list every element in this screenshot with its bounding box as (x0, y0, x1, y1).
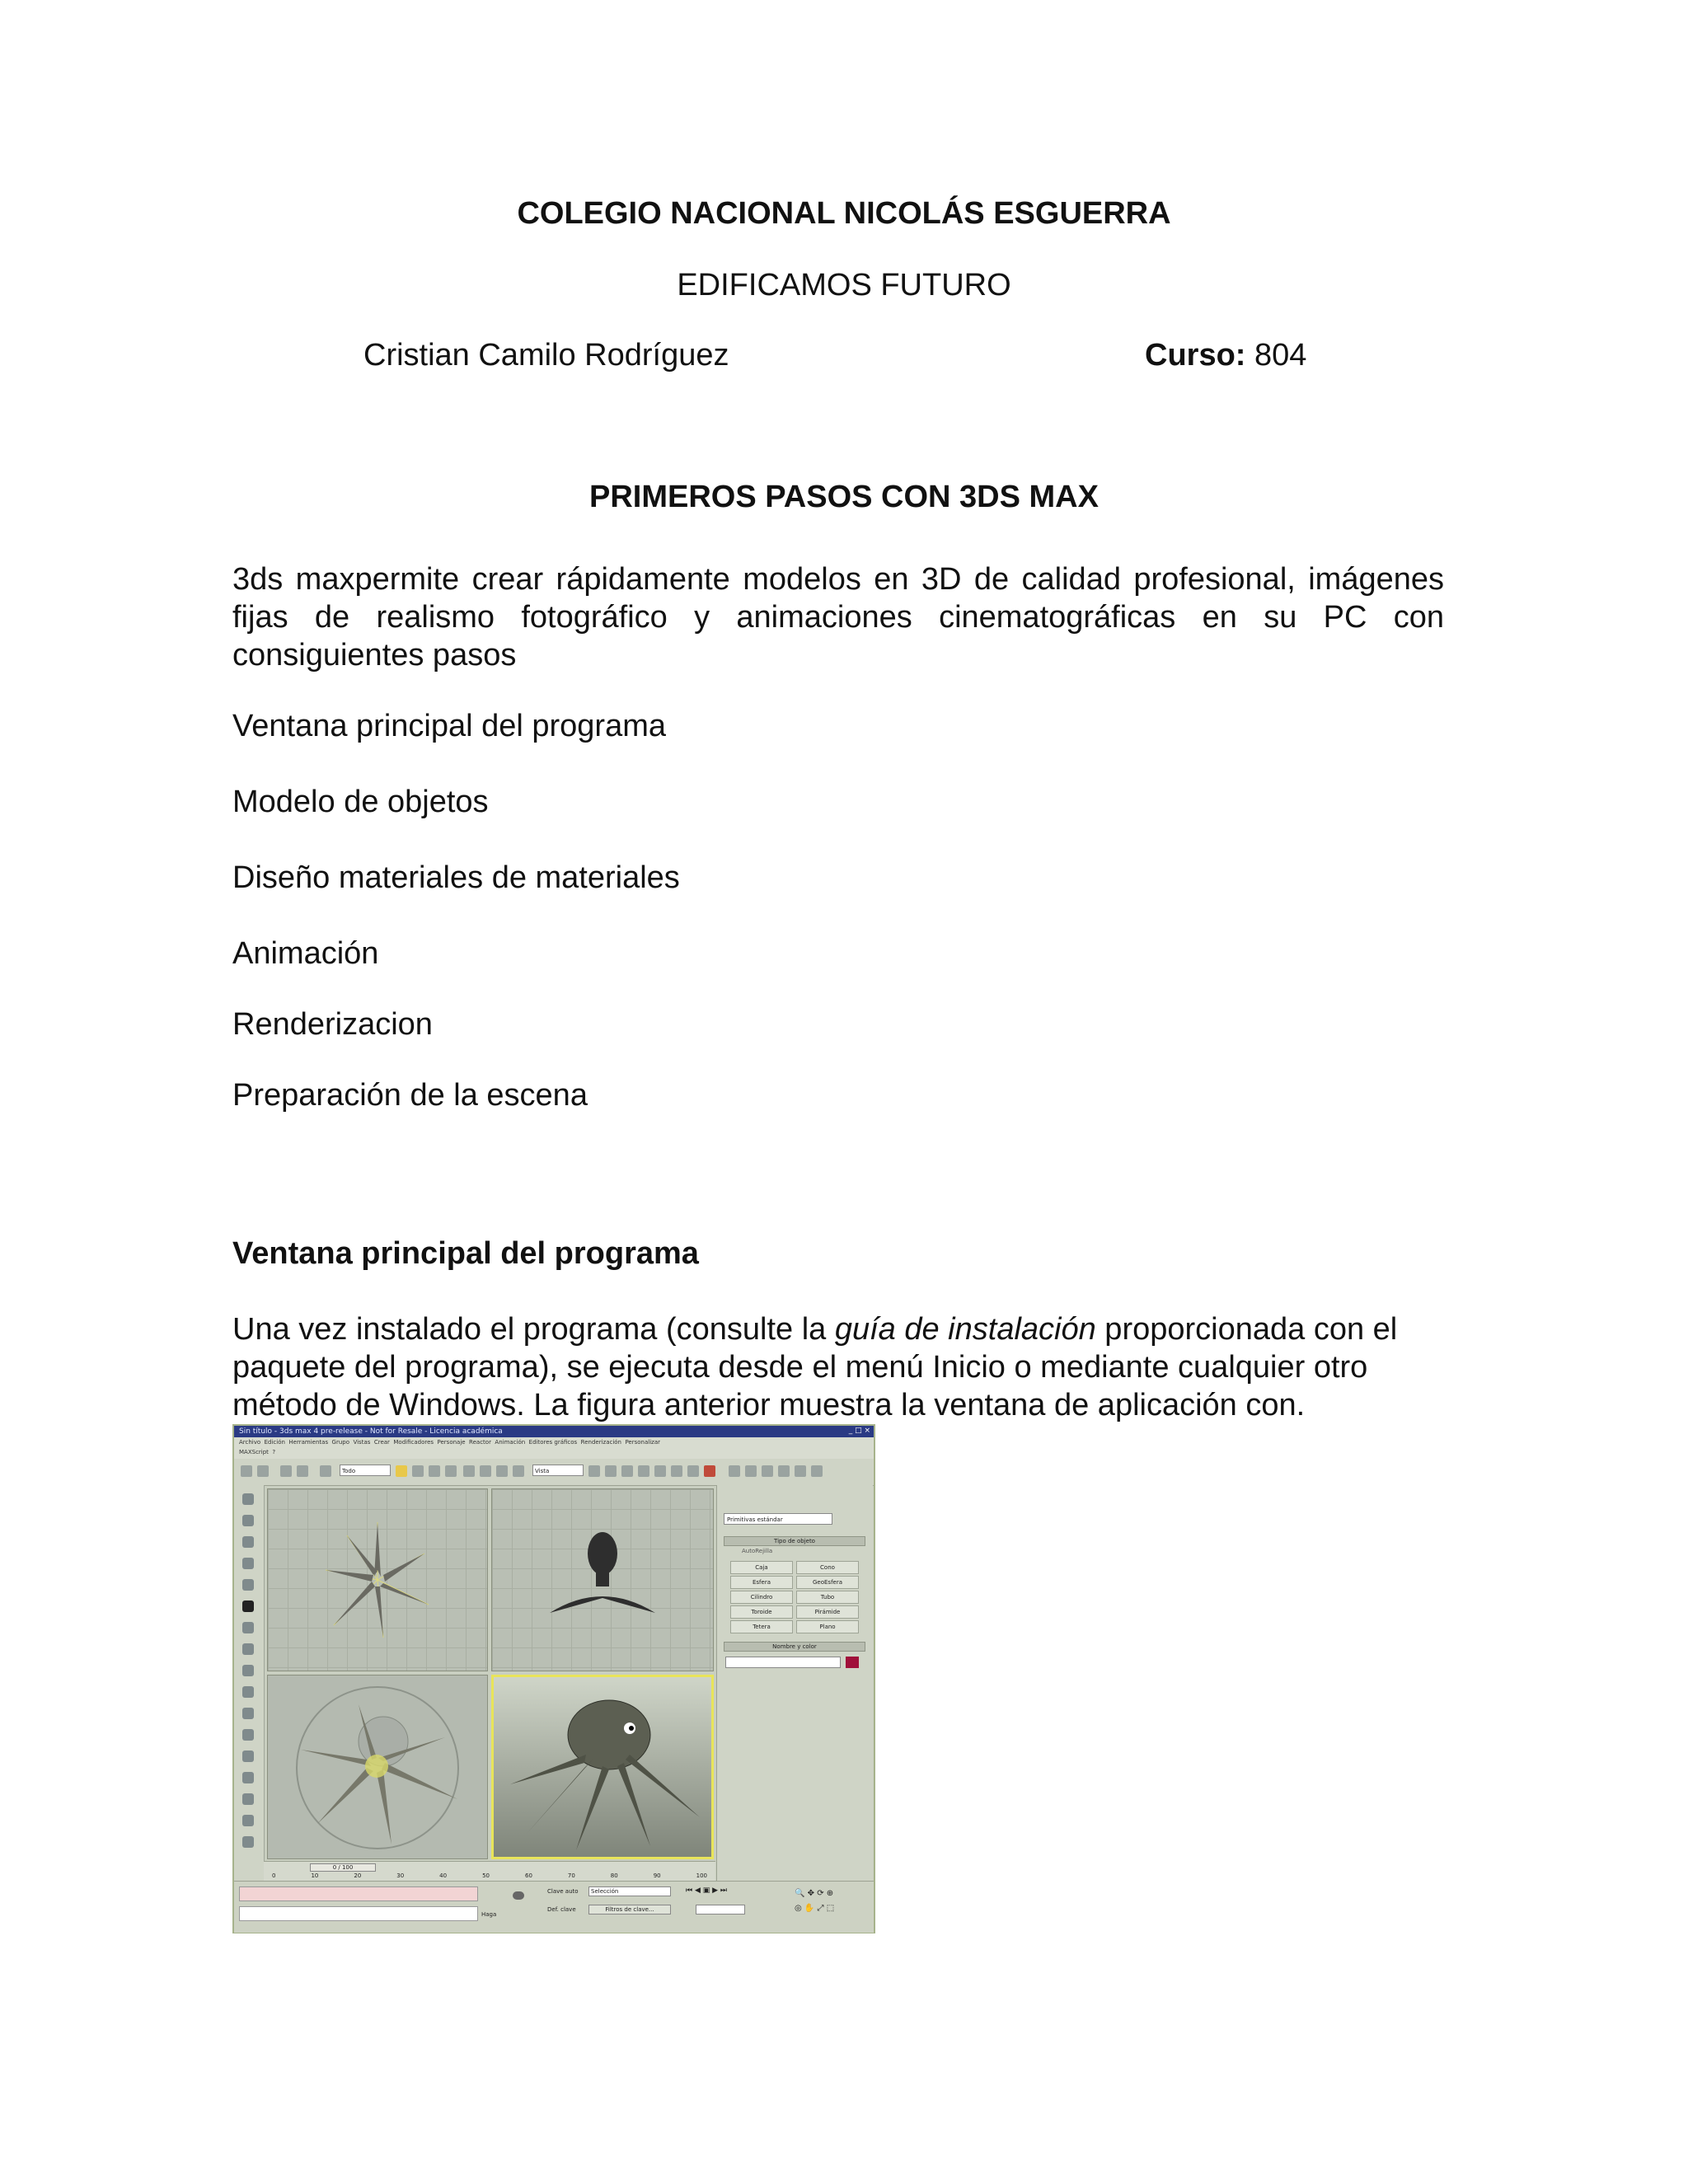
link-icon (280, 1465, 292, 1477)
tab-panel-icon (242, 1772, 254, 1783)
motion-tab-icon (778, 1465, 790, 1477)
head-front-view (492, 1489, 713, 1671)
menu-item: Archivo (239, 1439, 261, 1446)
select-icon (396, 1465, 407, 1477)
tick-label: 70 (567, 1872, 575, 1879)
starfish-top-view (268, 1489, 487, 1671)
menu-bar (234, 1437, 874, 1459)
menu-item: Reactor (469, 1439, 491, 1446)
object-name-field (725, 1657, 841, 1668)
object-button: Cilindro (730, 1591, 793, 1604)
tick-label: 60 (524, 1872, 532, 1879)
tab-panel-icon (242, 1493, 254, 1505)
menu-item: Renderización (580, 1439, 621, 1446)
rect-region-icon (429, 1465, 440, 1477)
primitives-dropdown: Primitivas estándar (724, 1513, 832, 1525)
tick-label: 90 (653, 1872, 661, 1879)
hierarchy-tab-icon (762, 1465, 773, 1477)
menu-item: Grupo (331, 1439, 350, 1446)
step-item: Animación (232, 936, 379, 971)
school-motto: EDIFICAMOS FUTURO (677, 268, 1011, 302)
schematic-icon (638, 1465, 649, 1477)
window-controls: _ □ × (848, 1427, 870, 1435)
menu-item: Editores gráficos (528, 1439, 578, 1446)
rollout-name-color: Nombre y color (724, 1642, 865, 1652)
tick-label: 40 (439, 1872, 448, 1879)
tab-panel-icon (242, 1665, 254, 1676)
object-button: Caja (730, 1561, 793, 1574)
tab-panel-icon (242, 1793, 254, 1805)
menu-item: ? (272, 1449, 276, 1455)
step-item: Ventana principal del programa (232, 709, 667, 743)
menu-item: Animación (495, 1439, 526, 1446)
tab-panel-icon (242, 1536, 254, 1548)
intro-paragraph: 3ds maxpermite crear rápidamente modelos en 3D de calidad profesional, imágenes fijas de realismo fotográfico y animaciones cinematográficas en su PC con consiguientes pasos (232, 562, 1444, 673)
frame-field (696, 1905, 745, 1915)
status-bar (234, 1881, 874, 1933)
redo-icon (257, 1465, 269, 1477)
tick-label: 20 (354, 1872, 362, 1879)
set-key-label: Def. clave (547, 1906, 576, 1913)
selection-filter-dropdown: Todo (340, 1465, 391, 1476)
track-view-icon (621, 1465, 633, 1477)
menu-item: Edición (264, 1439, 285, 1446)
time-slider (264, 1861, 715, 1882)
object-button: Tubo (796, 1591, 859, 1604)
document-subtitle: PRIMEROS PASOS CON 3DS MAX (589, 480, 1099, 514)
para-text: Una vez instalado el programa (consulte la (232, 1312, 835, 1347)
main-toolbar (234, 1459, 874, 1486)
reference-coord-dropdown: Vista (532, 1465, 584, 1476)
tick-label: 30 (396, 1872, 405, 1879)
tick-label: 0 (272, 1872, 276, 1879)
tab-panel-icon (242, 1643, 254, 1655)
key-icon (513, 1891, 524, 1900)
course-info (1145, 338, 1306, 373)
create-tab-icon (729, 1465, 740, 1477)
object-button: Toroide (730, 1605, 793, 1619)
viewport-top (267, 1488, 488, 1671)
viewport-front (491, 1488, 714, 1671)
installation-guide-ref: guía de instalación (834, 1312, 1096, 1347)
section-paragraph (232, 1310, 1452, 1424)
playback-controls-icon: ⏮ ◀ ▣ ▶ ⏭ (686, 1886, 727, 1895)
autogrid-checkbox: AutoRejilla (742, 1548, 773, 1554)
student-name: Cristian Camilo Rodríguez (363, 338, 729, 373)
course-label: Curso: (1145, 338, 1246, 373)
modify-tab-icon (745, 1465, 757, 1477)
tab-panel-icon (242, 1708, 254, 1719)
tick-label: 80 (610, 1872, 618, 1879)
step-item: Modelo de objetos (232, 785, 489, 819)
tick-label: 10 (311, 1872, 319, 1879)
object-color-swatch (846, 1657, 859, 1668)
key-mode-dropdown: Selección (588, 1886, 671, 1896)
maxscript-listener (239, 1886, 478, 1901)
rotate-icon (480, 1465, 491, 1477)
tab-panel-icon (242, 1750, 254, 1762)
select-by-name-icon (412, 1465, 424, 1477)
tab-panel-icon (242, 1836, 254, 1848)
tick-label: 50 (482, 1872, 490, 1879)
menu-item: Personalizar (625, 1439, 660, 1446)
window-title-bar (234, 1426, 874, 1437)
menu-item: MAXScript (239, 1449, 269, 1455)
starfish-perspective-view (268, 1675, 487, 1858)
tab-panel-icon (242, 1515, 254, 1526)
section-heading: Ventana principal del programa (232, 1236, 699, 1271)
pivot-icon (513, 1465, 524, 1477)
object-button: Tetera (730, 1620, 793, 1633)
align-icon (605, 1465, 617, 1477)
bind-icon (320, 1465, 331, 1477)
object-button: Plano (796, 1620, 859, 1633)
school-name: COLEGIO NACIONAL NICOLÁS ESGUERRA (517, 196, 1171, 231)
mirror-icon (588, 1465, 600, 1477)
quick-render-icon (687, 1465, 699, 1477)
tab-panel-icon (242, 1815, 254, 1826)
menu-item: Herramientas (288, 1439, 329, 1446)
window-title: Sin título - 3ds max 4 pre-release - Not for Resale - Licencia académica (239, 1427, 503, 1436)
menu-item: Modificadores (393, 1439, 434, 1446)
window-crossing-icon (445, 1465, 457, 1477)
object-button: Cono (796, 1561, 859, 1574)
render-last-icon (704, 1465, 715, 1477)
prompt-line (239, 1906, 478, 1921)
menu-item: Personaje (437, 1439, 466, 1446)
tick-label: 100 (696, 1872, 707, 1879)
command-panel (716, 1485, 873, 1914)
object-button: GeoEsfera (796, 1576, 859, 1589)
app-screenshot-figure (232, 1424, 875, 1933)
key-auto-label: Clave auto (547, 1888, 579, 1895)
scale-icon (496, 1465, 508, 1477)
tab-panel-icon (242, 1579, 254, 1591)
step-item: Preparación de la escena (232, 1078, 588, 1113)
tab-panel-icon (242, 1601, 254, 1612)
step-item: Renderizacion (232, 1007, 433, 1042)
tab-panel-icon (242, 1686, 254, 1698)
object-button: Esfera (730, 1576, 793, 1589)
render-scene-icon (671, 1465, 682, 1477)
viewport-nav-icons: 🔍 ✥ ⟳ ⊕ ◎ ✋ ⤢ ⬚ (795, 1889, 835, 1913)
left-tab-panel (234, 1485, 265, 1914)
viewport-left (267, 1675, 488, 1859)
rollout-object-type: Tipo de objeto (724, 1536, 865, 1546)
utilities-tab-icon (811, 1465, 823, 1477)
viewport-perspective (491, 1675, 714, 1859)
octopus-render-view (494, 1677, 711, 1857)
menu-item: Vistas (353, 1439, 371, 1446)
step-item: Diseño materiales de materiales (232, 860, 680, 895)
play-label: Haga (481, 1911, 497, 1918)
undo-icon (241, 1465, 252, 1477)
menu-item: Crear (373, 1439, 390, 1446)
material-editor-icon (654, 1465, 666, 1477)
timeline-ticks (264, 1872, 715, 1879)
tab-panel-icon (242, 1622, 254, 1633)
object-button: Pirámide (796, 1605, 859, 1619)
tab-panel-icon (242, 1729, 254, 1741)
unlink-icon (297, 1465, 308, 1477)
course-value: 804 (1254, 338, 1307, 373)
display-tab-icon (795, 1465, 806, 1477)
para-text: proporcionada con el paquete del programa), se ejecuta desde el menú Inicio o mediante cualquier otro método de Windows. La figura anterior muestra la ventana de aplicación con. (232, 1312, 1398, 1422)
tab-panel-icon (242, 1558, 254, 1569)
time-counter: 0 / 100 (310, 1863, 376, 1872)
move-icon (463, 1465, 475, 1477)
key-filters-button: Filtros de clave... (588, 1905, 671, 1915)
